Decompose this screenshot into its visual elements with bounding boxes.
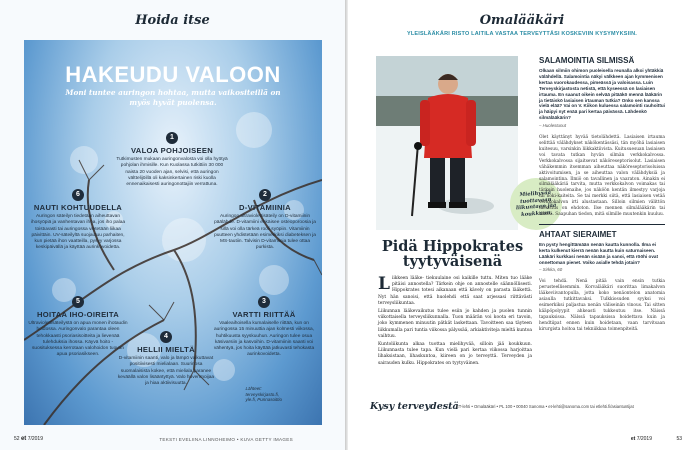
qa-signature: – Huolestunut (539, 123, 567, 129)
tip-title: D-VITAMIINIA (239, 203, 291, 212)
qa-answer: Olet käyttänyt hyvää tietolähdettä. Lasiaisen irtauma selittää välähdykset näkökentässäsi, tän myöhä lasiaisen kuitesuu, varsinkin liikkaktiivista. Kuitusuesuan lasiaisen voi tavata tutkan hyvän silmän verkkokalvossa. Verkkokalvossa sijaitsevat näköreseptorisolut. Lasiaisen vähäkemmin itsemman aiheuttaa näköreseptorisoluissa aktivoitumisen, ja se aiheuttaa valon välähdyksiä ja salamointina. Ilmiö on tavallinen ja vaaraton. Ainakin ei silmälääkäriä tarvita, mutta verkkokalvon voimakas tai tärkein huolenaihe, jos näköön kentän ilmestyy varjoja tai noki-kaiteita. Se tai merkki siitä, että lasiaisen vetää verkkokalvon irti alustastaan. Silloin silmien välittön tarkistus on ehdoton. Ilse mennen silmälääkärin tai lähteä. Saapuhan tiedon, mitä silmille muutenkin kuuluu. (539, 135, 665, 217)
page-footer-left (14, 436, 43, 442)
ask-health-signature: Kysy terveydestä (370, 401, 459, 412)
tip-number: 1 (166, 132, 178, 144)
man-in-red-jacket-illustration (376, 56, 518, 230)
tip-1 (116, 126, 228, 188)
issue-number: 7/2019 (27, 436, 43, 442)
article-headline: HAKEUDU VALOON (65, 62, 281, 87)
tip-6 (28, 183, 128, 252)
tip-body: Auringon ultraviolettisäteily on D-vitamiinin päälähde. D-vitamiini ehkäisee osteoporoosia ja sillä voi olla tärkeä rooli syöpiin. Vitamiinin puutteen yhdistetään esimerkiksi diabeteksen ja MS-tautiin. Talvisin D-vitamiinia tulee ottaa purkista. (214, 214, 316, 251)
qa-heading: AHTAAT SIERAIMET (539, 229, 617, 239)
qa-heading: SALAMOINTIA SILMISSÄ (539, 56, 635, 65)
contact-info: ET-lehti • Omalääkäri • PL 100 • 00040 Sanoma • et-lehti@sanoma.com tai etlehti.fi/asiantuntijat (456, 404, 634, 409)
tip-number: 4 (160, 331, 172, 343)
article-deck: Moni tuntee auringon hohtaa, mutta vaikositeillä on myös hyvät puolensa. (65, 88, 281, 107)
issue-number: 7/2019 (636, 436, 652, 442)
page-footer-right (631, 436, 652, 442)
tip-body: Ultraviolettisäteilystä on apua monen ihotaudin hoidossa. Auringonvalo parantaa oleen tehokkaasti psoriasisoitteita ja lievenää tulehduksia ihossa. Käyvä hoito -suosituksessa kerrotaan valohoidon tuovan apua psoriasikseen. (28, 321, 128, 358)
tip-5 (28, 290, 128, 359)
tip-body: Auringon säteilyn tiedetään aiheuttavan ihosyöpiä ja vanhentavan ihoa, jos iho palaa toistuvasti tai auringossa vietetään liikaa päivittäin. UV-säteilyltä suojautuu parhaiten, kun pietää ihon vaatteilla, pysyy varjossa keskipäivällä ja käyttää aurinkovoidetta. (30, 214, 126, 251)
body-paragraph: iikkeen lääke- tiekuulaine osi kaikille tuttu. Miten tuo lääke pitäisi annostella? Tärkein ohje on annostelle säännöllisesti. Hippokrates totesi aikanaan että kävely on parasta lääkettä. Nyt hän sanoisi, että huolehdi että saat arjessasi riittävästi terveysliikuntaa. (378, 276, 532, 306)
section-kicker-right: Omalääkäri (479, 13, 565, 28)
qa-sidebar (539, 56, 665, 333)
tip-body: D-vitamiinin saanti, valo ja lämpö vaikuttavat positiivisesti mielialaan. Suurinosa suomalaisista kokee, että mieliala paranee keväällä valon lisääntyttyä. Valo huvenmoijaa ja hiaa aktiivisuutta. (117, 356, 215, 387)
doctor-photo (376, 56, 518, 230)
page-number: 53 (676, 436, 682, 442)
tip-number: 5 (72, 296, 84, 308)
section-kicker-left: Hoida itse (135, 13, 210, 28)
qa-answer: Voi tehdä. Nenä pitää vain ensin tutkia perusteellisemmin. Korvalääkäri suorittaa limakalvon lääkeviivantopulla, jotta koko nenäontelon anatomia asiaulla tutkittavaksi. Tulkkiosuden syyksi voi esimerkiksi paljastua nenän väliseinän vinous. Tai sitten kääpöpolyypit ahkeasti tukkeutuu itse. Näissä tapauksissa. Nälssä tapauksissa hoidettava kuin ja hendtiipat ennen kuin hoidetaan, vaan tarvitsaan kirurgista hoitoa tai tekniikkaa toimenpiteitä. (539, 279, 665, 332)
qa-question: Olkaan silmiin ohimon puoleisella reunalla alkoi yhtäkkiä välähdellä. Salamointia näkyi välkkeen ajan kymmenisen kertaa vuorokaudessa, pimeässä ja valoisassa. Luin Terveyskirjastosta netistä, että kyseessä on lasiaisen irtauma. En saanut oikein selvää pitääkö mennä lääkärin ja tietäiskö lasiaisen irtauman tutkia? Onko sen kanssa vielä elää? Vai on V. Kiikon kuluessa salamointi rauhoittui ja häipyi nyt enää pari kertaa päivässä. Lähdenkö silmälääkärin? (539, 68, 665, 121)
tip-body: Vaaleaihoisella kumalaiselle riittää, kun on auringossa 15 minuuttia ajan kolmesti viikossa, huhtikuusta syyskuuhun. Auringon tulee osua käsivarsiin ja kasvoihin. D-vitamiinin saanti voi vähentyä, jos hoita käyttää jatkuvasti tehokasta aurinkovoidetta. (213, 321, 315, 358)
section-subtitle: YLEISLÄÄKÄRI RISTO LAITILA VASTAA TERVEYTTÄSI KOSKEVIIN KYSYMYKSIIN. (406, 31, 638, 37)
drop-cap: L (378, 274, 390, 294)
magazine-brand: et (20, 436, 27, 442)
tip-3 (210, 290, 318, 359)
photo-text-credit: TEKSTI EVELIINA LINNOHEIMO • KUVA GETTY IMAGES (159, 437, 293, 442)
column-body (378, 276, 532, 369)
tip-number: 2 (259, 189, 271, 201)
tip-title: HELLII MIELTÄ (137, 345, 195, 354)
column-headline: Pidä Hippokrates tyytyväisenä (381, 238, 524, 270)
sources-note: Lähteet: terveyskirjasto.fi, yle.fi, Punnasoittio (245, 386, 282, 403)
divider (539, 224, 665, 225)
tip-body: Tutkimusten mukaan auringonvalosta voi olla hyötyä pohjolan ihmisille. Kun Kuolassa tutkittiin 30 000 naista 20 vuoden ajan, selvisi, että auringon välttelijöillä oli kaksinkertainen riski kuolla ennenaikaisesti auringonottajiin verrattuna. (116, 157, 228, 188)
tip-number: 6 (72, 189, 84, 201)
tip-number: 3 (258, 296, 270, 308)
page-number: 52 (14, 436, 20, 442)
body-paragraph: Kuntoliikunta alkaa tuottaa mielihyvää, silloin jää koukkuun. Liikunnasta tulee tapa. Kun vielä pari kertaa viikossa harjoittaa lihaksistaan, lihaskuntoa, kiireen on jo terveyttä. Terveyden ja sairauden kulku. Hippokrates on tyytyväinen. (378, 342, 532, 366)
body-paragraph: Liikunnan lääkevaikutus tulee esiin jo kahden ja puolen tunnin viikottaisella terveysliikunnalla. Tuon määrän voi koota eri tavoin, joko kymmenen minuutin pätkät laskettaan. Tavoitteen saa täyteen liikkumalla pari tuntia viikossa pälyssää, arkiaktiviteja mieltä kuntoa vaihtuu. (378, 309, 532, 339)
tip-title: HOITAA IHO-OIREITA (36, 310, 120, 319)
branches-photo (24, 40, 322, 425)
magazine-brand: et (630, 436, 636, 442)
tip-2 (212, 183, 318, 252)
pull-quote-bubble: Mielihyvää tuottavaan liikuntaan jää koukkuun. (508, 176, 564, 232)
qa-signature: – Sirkka, 60 (539, 267, 563, 273)
tip-title: VARTTI RIITTÄÄ (232, 310, 296, 319)
tip-title: NAUTI KOHTUUDELLA (33, 203, 123, 212)
tip-4 (116, 325, 216, 387)
tip-title: VALOA POHJOISEEN (130, 146, 214, 155)
qa-question: En pysty hengittämään nenän kautta kunnolla. Ilma ei kerta kulkenut kierrä nenän kautta kuin saturnaiseen. Lääkäri kurkkasi nenän sisään ja sanoi, että rööhi ovat onnettoman pienet. Voiko asialle tehdä jotain? (539, 241, 658, 265)
left-page (0, 0, 345, 450)
right-page (348, 0, 696, 450)
